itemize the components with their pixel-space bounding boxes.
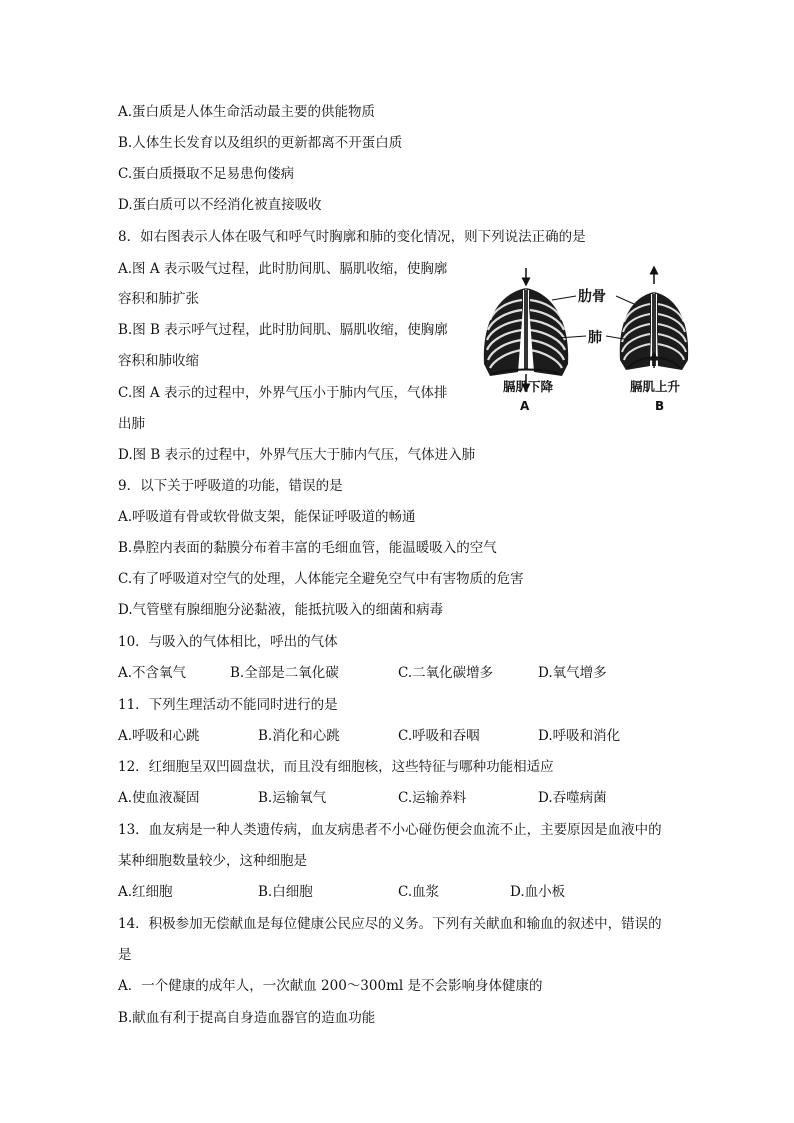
q14-stem-line1: 14．积极参加无偿献血是每位健康公民应尽的义务。下列有关献血和输血的叙述中，错误的	[118, 916, 662, 932]
q13-option-b: B.白细胞	[258, 884, 313, 900]
q8-option-c-line1: C.图 A 表示的过程中，外界气压小于肺内气压，气体排	[118, 385, 448, 401]
q11-option-c: C.呼吸和吞咽	[398, 728, 480, 744]
q8-option-c-line2: 出肺	[118, 416, 145, 432]
label-lung: 肺	[588, 330, 602, 346]
ribcage-b	[620, 270, 688, 370]
q11-option-a: A.呼吸和心跳	[118, 728, 200, 744]
q7-option-b: B.人体生长发育以及组织的更新都离不开蛋白质	[118, 135, 403, 151]
q10-option-b: B.全部是二氧化碳	[230, 665, 339, 681]
q12-option-c: C.运输养料	[398, 790, 467, 806]
q9-option-c: C.有了呼吸道对空气的处理，人体能完全避免空气中有害物质的危害	[118, 571, 524, 587]
label-diaphragm-up: 膈肌上升	[630, 379, 681, 394]
label-figure-b: B	[655, 399, 665, 413]
label-figure-a: A	[520, 399, 530, 413]
q13-option-c: C.血浆	[398, 884, 440, 900]
q10-option-a: A.不含氧气	[118, 665, 187, 681]
q11-option-d: D.呼吸和消化	[538, 728, 621, 744]
q8-option-a-line1: A.图 A 表示吸气过程，此时肋间肌、膈肌收缩，使胸廓	[118, 261, 448, 277]
q12-stem: 12．红细胞呈双凹圆盘状，而且没有细胞核，这些特征与哪种功能相适应	[118, 759, 554, 775]
q13-option-a: A.红细胞	[118, 884, 173, 900]
q9-stem: 9．以下关于呼吸道的功能，错误的是	[118, 478, 343, 494]
ribcage-a	[484, 268, 568, 388]
q7-option-c: C.蛋白质摄取不足易患佝偻病	[118, 166, 295, 182]
q8-option-b-line2: 容积和肺收缩	[118, 353, 199, 369]
q7-option-a: A.蛋白质是人体生命活动最主要的供能物质	[118, 104, 376, 120]
q13-option-d: D.血小板	[510, 884, 566, 900]
q11-option-b: B.消化和心跳	[258, 728, 340, 744]
label-rib: 肋骨	[578, 289, 606, 305]
q7-option-d: D.蛋白质可以不经消化被直接吸收	[118, 197, 322, 213]
q12-option-d: D.吞噬病菌	[538, 790, 607, 806]
q11-stem: 11．下列生理活动不能同时进行的是	[118, 697, 338, 713]
q8-option-d: D.图 B 表示的过程中，外界气压大于肺内气压，气体进入肺	[118, 447, 476, 463]
q8-option-b-line1: B.图 B 表示呼气过程，此时肋间肌、膈肌收缩，使胸廓	[118, 322, 448, 338]
q12-option-b: B.运输氧气	[258, 790, 327, 806]
q13-stem-line2: 某种细胞数量较少，这种细胞是	[118, 853, 307, 869]
q14-option-b: B.献血有利于提高自身造血器官的造血功能	[118, 1010, 376, 1026]
q10-stem: 10．与吸入的气体相比，呼出的气体	[118, 634, 338, 650]
q14-option-a: A．一个健康的成年人，一次献血 200～300ml 是不会影响身体健康的	[118, 978, 543, 994]
q10-option-d: D.氧气增多	[538, 665, 607, 681]
q10-option-c: C.二氧化碳增多	[398, 665, 494, 681]
q9-option-a: A.呼吸道有骨或软骨做支架，能保证呼吸道的畅通	[118, 509, 416, 525]
q9-option-d: D.气管壁有腺细胞分泌黏液，能抵抗吸入的细菌和病毒	[118, 602, 444, 618]
q13-stem-line1: 13．血友病是一种人类遗传病，血友病患者不小心碰伤便会血流不止，主要原因是血液中的	[118, 822, 662, 838]
q8-stem: 8．如右图表示人体在吸气和呼气时胸廓和肺的变化情况，则下列说法正确的是	[118, 229, 586, 245]
label-diaphragm-down: 膈肌下降	[503, 379, 554, 394]
q12-option-a: A.使血液凝固	[118, 790, 200, 806]
q14-stem-line2: 是	[118, 947, 132, 963]
q9-option-b: B.鼻腔内表面的黏膜分布着丰富的毛细血管，能温暖吸入的空气	[118, 540, 497, 556]
q8-option-a-line2: 容积和肺扩张	[118, 291, 199, 307]
